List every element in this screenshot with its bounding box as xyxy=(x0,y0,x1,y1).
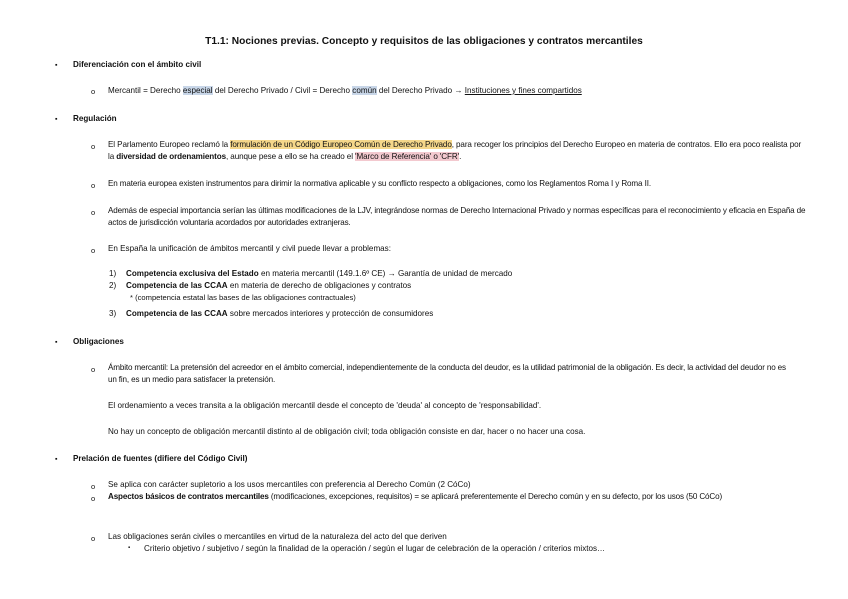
paragraph-ordenamiento: El ordenamiento a veces transita a la obligación mercantil desde el concepto de 'deuda' al concepto de 'responsabilidad'. xyxy=(108,401,542,410)
page-title: T1.1: Nociones previas. Concepto y requisitos de las obligaciones y contratos mercantiles xyxy=(205,36,643,47)
item-bullet: o xyxy=(91,87,96,96)
highlight-cfr: 'Marco de Referencia' o 'CFR' xyxy=(355,152,460,161)
sub-bullet: ▪ xyxy=(128,545,131,551)
section-heading-prelacion: Prelación de fuentes (difiere del Código Civil) xyxy=(73,454,248,463)
highlight-codigo-europeo: formulación de un Código Europeo Común de Derecho Privado xyxy=(230,140,452,149)
section-bullet: ▪ xyxy=(55,62,58,69)
paragraph-concepto-obligacion: No hay un concepto de obligación mercantil distinto al de obligación civil; toda obligación consiste en dar, hacer o no hacer una cosa. xyxy=(108,427,586,436)
section-heading-regulacion: Regulación xyxy=(73,114,117,123)
item-bullet: o xyxy=(91,494,96,503)
instituciones-link: Instituciones y fines compartidos xyxy=(464,86,582,95)
item-bullet: o xyxy=(91,208,96,217)
paragraph-naturaleza-acto: Las obligaciones serán civiles o mercantiles en virtud de la naturaleza del acto del que deriven xyxy=(108,532,447,541)
item-bullet: o xyxy=(91,246,96,255)
section-heading-obligaciones: Obligaciones xyxy=(73,337,124,346)
paragraph-aspectos-basicos: Aspectos básicos de contratos mercantiles (modificaciones, excepciones, requisitos) = se aplicará preferentemente el Derecho común y en su defecto, por los usos (50 CóCo) xyxy=(108,492,722,501)
paragraph-supletorio: Se aplica con carácter supletorio a los usos mercantiles con preferencia al Derecho Común (2 CóCo) xyxy=(108,480,471,489)
item-bullet: o xyxy=(91,365,96,374)
item-bullet: o xyxy=(91,534,96,543)
mercantil-civil-line: Mercantil = Derecho especial del Derecho Privado / Civil = Derecho común del Derecho Privado → Instituciones y fines compartidos xyxy=(108,86,582,95)
numbered-item-1: 1) Competencia exclusiva del Estado en materia mercantil (149.1.6º CE) → Garantía de unidad de mercado xyxy=(109,269,513,278)
paragraph-ambito-mercantil: Ámbito mercantil: La pretensión del acreedor en el ámbito comercial, independientemente de la conducta del deudor, es la utilidad patrimonial de la obligación. Es decir, la actividad del deudor no es un fin, es un medio para satisfacer la pretensión. xyxy=(108,363,786,384)
paragraph-materia-europea: En materia europea existen instrumentos para dirimir la normativa aplicable y su conflicto respecto a obligaciones, como los Reglamentos Roma I y Roma II. xyxy=(108,179,651,188)
item-bullet: o xyxy=(91,181,96,190)
highlight-comun: común xyxy=(352,86,377,95)
paragraph-espana: En España la unificación de ámbitos mercantil y civil puede llevar a problemas: xyxy=(108,244,391,253)
paragraph-parlamento: El Parlamento Europeo reclamó la formulación de un Código Europeo Común de Derecho Privado, para recoger los principios del Derecho Europeo en materia de contratos. Ello era poco realista por la diversidad de ordenamientos, aunque pese a ello se ha creado el 'Marco de Referencia' o 'CFR'. xyxy=(108,140,802,161)
section-heading-diferenciacion: Diferenciación con el ámbito civil xyxy=(73,60,202,69)
footnote-competencia: * (competencia estatal las bases de las obligaciones contractuales) xyxy=(130,293,356,302)
section-bullet: ▪ xyxy=(55,456,58,463)
item-bullet: o xyxy=(91,142,96,151)
item-bullet: o xyxy=(91,482,96,491)
section-bullet: ▪ xyxy=(55,116,58,123)
paragraph-ljv: Además de especial importancia serían las últimas modificaciones de la LJV, integrándose normas de Derecho Internacional Privado y normas específicas para el reconocimiento y eficacia en España de actos de jurisdicción voluntaria acordados por autoridades extranjeras. xyxy=(108,206,806,227)
section-bullet: ▪ xyxy=(55,339,58,346)
highlight-especial: especial xyxy=(182,86,213,95)
numbered-item-3: 3) Competencia de las CCAA sobre mercados interiores y protección de consumidores xyxy=(109,309,434,318)
numbered-item-2: 2) Competencia de las CCAA en materia de derecho de obligaciones y contratos xyxy=(109,281,412,290)
paragraph-criterios: Criterio objetivo / subjetivo / según la finalidad de la operación / según el lugar de celebración de la operación / criterios mixtos… xyxy=(144,544,606,553)
